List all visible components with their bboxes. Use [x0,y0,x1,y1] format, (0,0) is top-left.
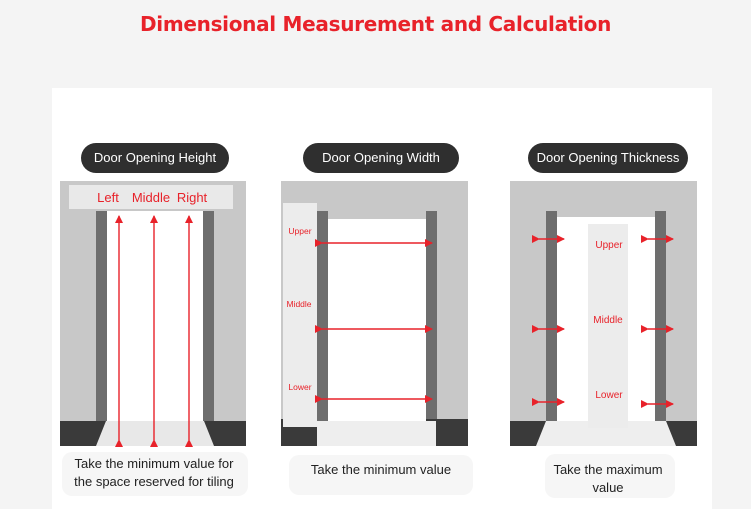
width-caption-line-1: Take the minimum value [310,462,452,477]
thickness-caption [528,461,688,497]
width-heading: Door Opening Width [303,143,459,173]
height-label-left: Left [97,190,119,205]
height-caption-line-2: the space reserved for tiling [74,474,234,489]
thickness-caption-line-2: value [592,480,624,495]
width-label-strip [283,203,317,427]
thickness-heading: Door Opening Thickness [528,143,688,173]
width-label-middle: Middle [286,299,312,309]
thickness-caption-line-1: Take the maximum [553,462,663,477]
height-caption-line-1: Take the minimum value for [74,456,234,471]
width-label-upper: Upper [288,226,312,236]
height-heading: Door Opening Height [81,143,229,173]
height-label-middle: Middle [131,190,171,205]
thickness-label-middle: Middle [593,315,623,326]
page-title: Dimensional Measurement and Calculation [139,12,612,36]
thickness-label-upper: Upper [595,240,623,251]
thickness-label-lower: Lower [595,390,623,401]
height-label-right: Right [176,190,208,205]
height-floor-plate [96,421,214,446]
thickness-left-jamb [546,211,557,421]
width-label-lower: Lower [288,382,312,392]
height-caption [56,455,252,491]
width-floor-plate [317,421,436,446]
width-opening [327,219,426,446]
width-caption [282,461,480,479]
thickness-right-jamb [655,211,666,421]
height-diagram [60,181,246,446]
thickness-diagram [510,181,697,446]
height-left-jamb [96,211,107,423]
width-diagram [281,181,468,446]
height-right-jamb [203,211,214,423]
